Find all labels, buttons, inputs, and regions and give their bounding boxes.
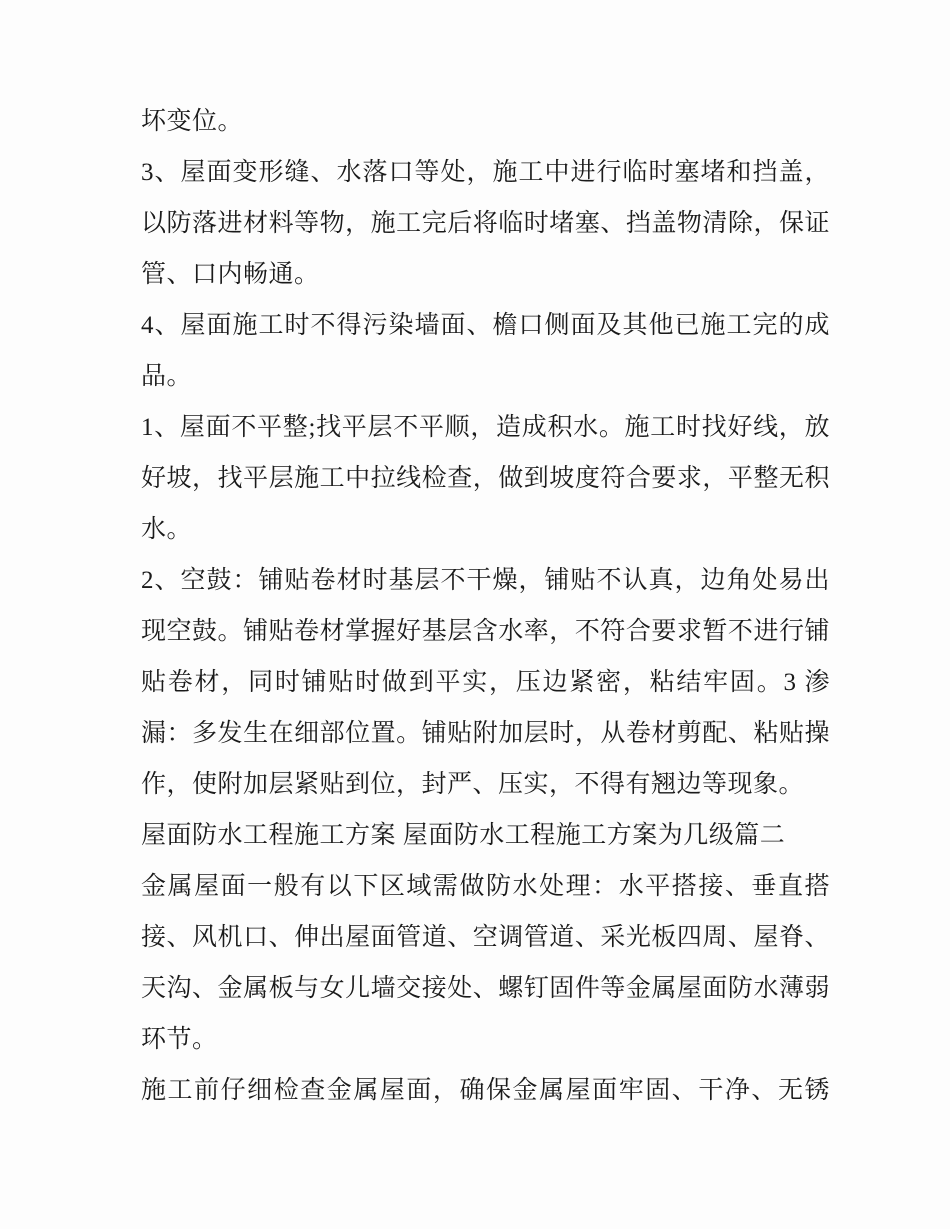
text-line: 金属屋面一般有以下区域需做防水处理：水平搭接、垂直搭: [141, 873, 830, 900]
text-line: 漏：多发生在细部位置。铺贴附加层时，从卷材剪配、粘贴操: [141, 720, 830, 747]
text-line: 坏变位。: [141, 108, 244, 135]
text-line: 贴卷材，同时铺贴时做到平实，压边紧密，粘结牢固。3 渗: [141, 669, 830, 696]
text-line: 好坡，找平层施工中拉线检查，做到坡度符合要求，平整无积: [141, 465, 830, 492]
text-line: 环节。: [141, 1026, 218, 1053]
text-line: 3、屋面变形缝、水落口等处，施工中进行临时塞堵和挡盖，: [141, 159, 830, 186]
text-line: 现空鼓。铺贴卷材掌握好基层含水率，不符合要求暂不进行铺: [141, 618, 830, 645]
text-line: 品。: [141, 363, 193, 390]
text-line: 屋面防水工程施工方案 屋面防水工程施工方案为几级篇二: [141, 822, 786, 849]
text-line: 施工前仔细检查金属屋面，确保金属屋面牢固、干净、无锈: [141, 1077, 830, 1104]
text-line: 以防落进材料等物，施工完后将临时堵塞、挡盖物清除，保证: [141, 210, 830, 237]
text-block: [141, 96, 830, 1116]
text-line: 管、口内畅通。: [141, 261, 320, 288]
text-line: 水。: [141, 516, 193, 543]
text-line: 2、空鼓：铺贴卷材时基层不干燥，铺贴不认真，边角处易出: [141, 567, 830, 594]
text-line: 作，使附加层紧贴到位，封严、压实，不得有翘边等现象。: [141, 771, 805, 798]
text-line: 1、屋面不平整;找平层不平顺，造成积水。施工时找好线，放: [141, 414, 830, 441]
text-line: 接、风机口、伸出屋面管道、空调管道、采光板四周、屋脊、: [141, 924, 830, 951]
text-line: 天沟、金属板与女儿墙交接处、螺钉固件等金属屋面防水薄弱: [141, 975, 830, 1002]
text-line: 4、屋面施工时不得污染墙面、檐口侧面及其他已施工完的成: [141, 312, 830, 339]
